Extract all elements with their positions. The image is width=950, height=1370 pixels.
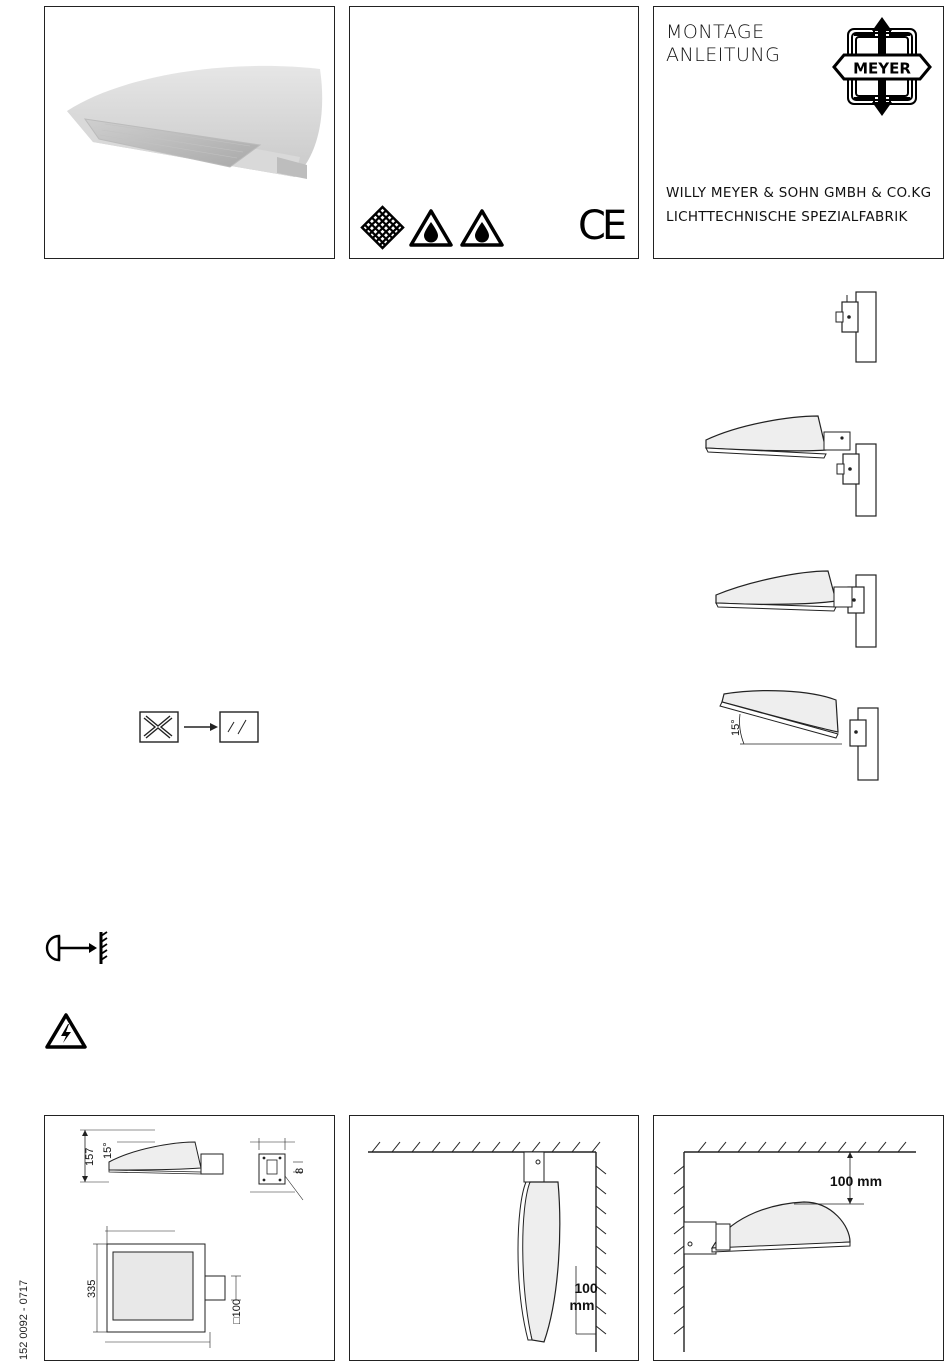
step-2-mount-luminaire — [700, 410, 890, 520]
glass-replacement-icon — [138, 708, 263, 746]
ceiling-mount-panel — [349, 1115, 639, 1361]
title-line-1: MONTAGE — [666, 21, 765, 43]
step-3-mounted — [710, 565, 885, 650]
tilt-angle-label: 15° — [730, 719, 742, 736]
wall-mount-drawing — [654, 1116, 942, 1359]
wall-mount-panel — [653, 1115, 944, 1361]
safety-marks-panel — [349, 6, 639, 259]
dim-depth: 335 — [86, 1279, 98, 1298]
electric-warning-icon — [44, 1012, 88, 1050]
step-1-pole-bracket — [830, 290, 880, 365]
title-panel — [653, 6, 944, 259]
protective-earth-icon — [45, 930, 115, 966]
mesh-grid-icon — [360, 205, 405, 250]
dim-bracket-slot: 8 — [294, 1167, 306, 1174]
ce-mark: CE — [578, 203, 624, 249]
meyer-logo — [832, 15, 932, 118]
company-name: WILLY MEYER & SOHN GMBH & CO.KG — [666, 185, 932, 201]
ceiling-clearance-unit: mm — [569, 1297, 595, 1313]
product-photo-panel — [44, 6, 335, 259]
splash-proof-icon — [459, 208, 505, 248]
ceiling-mount-drawing — [350, 1116, 637, 1359]
company-subtitle: LICHTTECHNISCHE SPEZIALFABRIK — [666, 209, 908, 225]
title-line-2: ANLEITUNG — [666, 44, 781, 66]
dimensions-panel — [44, 1115, 335, 1361]
doc-number: 152 0092 - 0717 — [18, 1279, 30, 1360]
luminaire-photo — [45, 7, 333, 257]
meyer-brand-text: MEYER — [853, 59, 911, 78]
dim-pole-size: □100 — [231, 1299, 243, 1324]
dim-height: 157 — [84, 1147, 96, 1166]
dimension-drawing — [45, 1116, 333, 1359]
wall-clearance-label: 100 mm — [829, 1173, 883, 1189]
ceiling-clearance-value: 100 — [574, 1280, 598, 1296]
step-4-tilt — [710, 680, 890, 785]
drip-proof-icon — [408, 208, 454, 248]
dim-tilt: 15° — [102, 1142, 114, 1159]
